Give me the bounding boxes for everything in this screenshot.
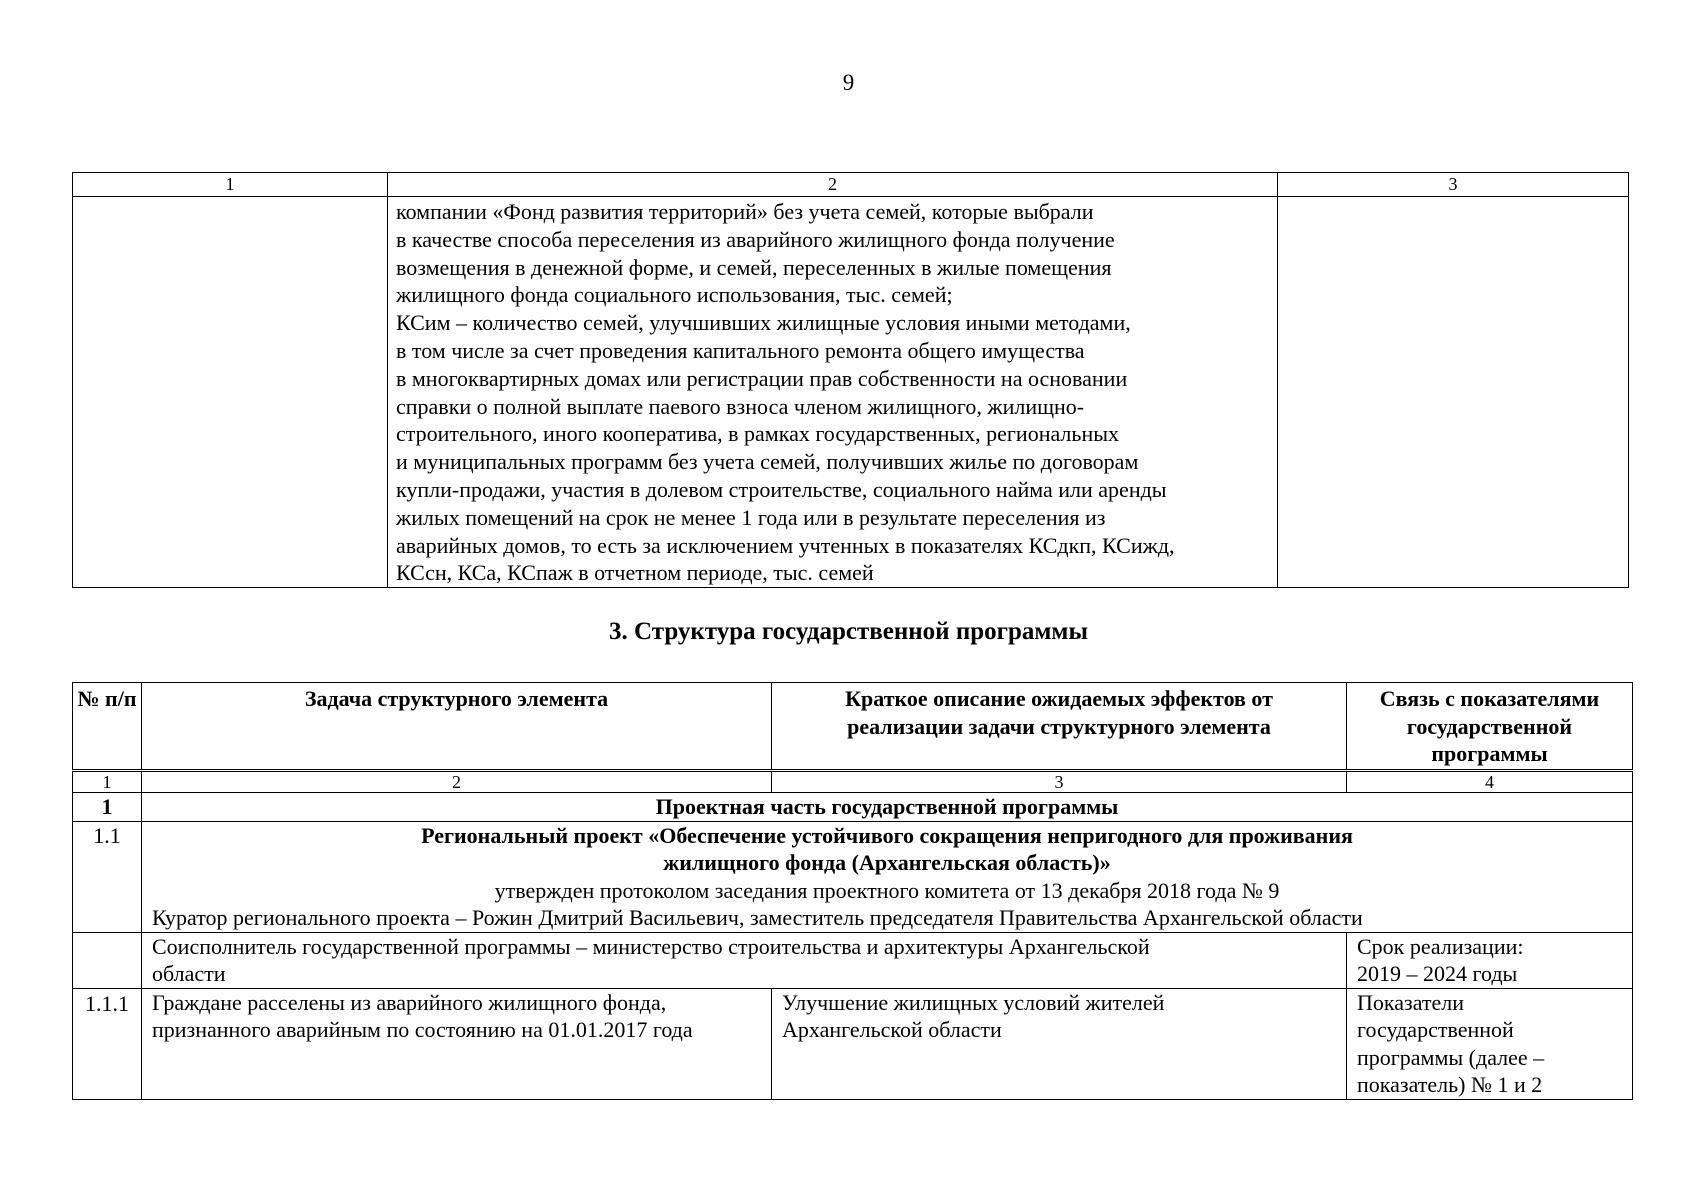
header-row [73,683,1633,771]
text-line: и муниципальных программ без учета семей, получивших жилье по договорам [396,449,1139,475]
indicator-line: Показатели [1357,989,1465,1015]
column-number-3: 3 [1278,173,1629,197]
coexecutor-row [73,932,1633,988]
effect-line: Улучшение жилищных условий жителей [782,989,1165,1015]
project-curator: Куратор регионального проекта – Рожин Дмитрий Васильевич, заместитель председателя Правительства Архангельской области [152,905,1363,930]
text-line: купли-продажи, участия в долевом строительстве, социального найма или аренды [396,476,1167,502]
column-number-4: 4 [1347,771,1633,793]
col1-cell [73,197,388,588]
column-number-3: 3 [772,771,1347,793]
task-cell [142,988,772,1099]
text-line: в многоквартирных домах или регистрации прав собственности на основании [396,365,1128,391]
section-title: 3. Структура государственной программы [609,618,1088,645]
page-number: 9 [842,70,855,95]
project-approval: утвержден протоколом заседания проектного комитета от 13 декабря 2018 года № 9 [494,877,1280,903]
task-line: признанного аварийным по состоянию на 01.01.2017 года [152,1017,693,1042]
effect-cell [772,988,1347,1099]
coexecutor-cell [142,932,1347,988]
text-line: в качестве способа переселения из аварийного жилищного фонда получение [396,226,1115,252]
section-row [73,793,1633,822]
column-number-1: 1 [73,771,142,793]
structure-table [72,682,1633,1100]
project-cell [142,821,1633,932]
indicator-line: государственной [1357,1017,1514,1042]
coexecutor-line: Соисполнитель государственной программы – министерство строительства и архитектуры Архангельской [152,933,1150,959]
text-line: жилищного фонда социального использования, тыс. семей; [396,282,953,308]
term-label: Срок реализации: [1357,933,1524,959]
text-line: в том числе за счет проведения капитального ремонта общего имущества [396,337,1085,363]
column-number-row [73,173,1629,197]
task-line: Граждане расселены из аварийного жилищного фонда, [152,989,667,1015]
task-row [73,988,1633,1099]
project-title-line: жилищного фонда (Архангельская область)» [663,850,1111,875]
column-number-row [73,771,1633,793]
header-effects: Краткое описание ожидаемых эффектов от реализации задачи структурного элемента [772,683,1347,771]
text-line: возмещения в денежной форме, и семей, переселенных в жилые помещения [396,254,1112,280]
continuation-table [72,172,1629,588]
project-num: 1.1 [73,821,142,932]
table-row [73,197,1629,588]
project-row [73,821,1633,932]
section-title-cell: Проектная часть государственной программы [142,793,1633,822]
text-line: компании «Фонд развития территорий» без учета семей, которые выбрали [396,199,1094,224]
indicator-line: показатель) № 1 и 2 [1357,1072,1543,1097]
effect-line: Архангельской области [782,1017,1002,1042]
text-line: КСсн, КСа, КСпаж в отчетном периоде, тыс. семей [396,560,874,586]
task-num: 1.1.1 [73,988,142,1099]
header-task: Задача структурного элемента [142,683,772,771]
text-line: строительного, иного кооператива, в рамках государственных, региональных [396,421,1119,447]
text-line: жилых помещений на срок не менее 1 года или в результате переселения из [396,504,1106,530]
text-line: КСим – количество семей, улучшивших жилищные условия иными методами, [396,310,1131,336]
term-value: 2019 – 2024 годы [1357,961,1518,986]
formula-description-text [388,197,1277,587]
header-indicators: Связь с показателями государственной программы [1347,683,1633,771]
project-title-line: Региональный проект «Обеспечение устойчивого сокращения непригодного для проживания [421,822,1353,848]
term-cell [1347,932,1633,988]
column-number-2: 2 [388,173,1278,197]
column-number-2: 2 [142,771,772,793]
col3-cell [1278,197,1629,588]
section-num: 1 [73,793,142,822]
column-number-1: 1 [73,173,388,197]
coexecutor-num [73,932,142,988]
text-line: аварийных домов, то есть за исключением учтенных в показателях КСдкп, КСижд, [396,532,1175,558]
coexecutor-line: области [152,961,226,986]
header-num: № п/п [73,683,142,771]
indicator-cell [1347,988,1633,1099]
indicator-line: программы (далее – [1357,1044,1545,1070]
formula-description-cell [388,197,1278,588]
text-line: справки о полной выплате паевого взноса членом жилищного, жилищно- [396,393,1085,419]
